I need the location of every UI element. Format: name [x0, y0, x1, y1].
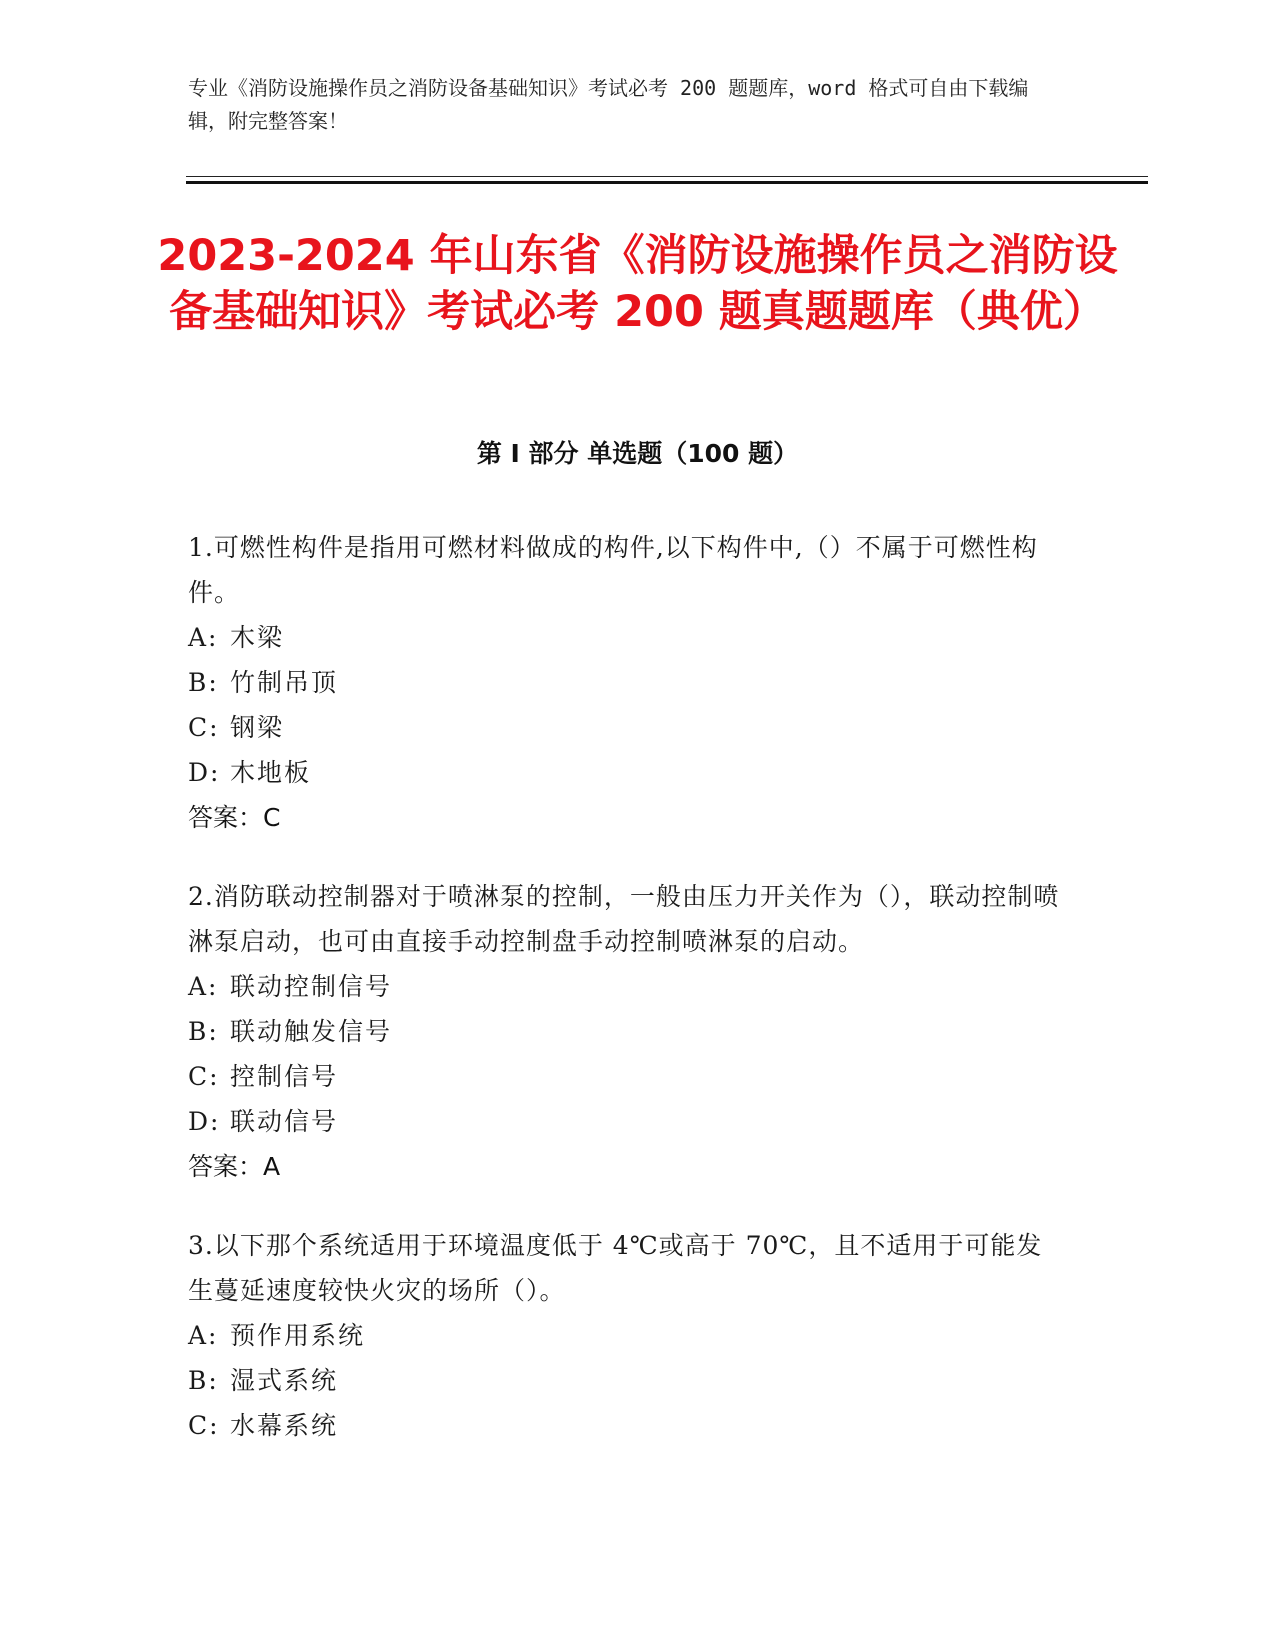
- option-key: A:: [188, 1321, 219, 1350]
- option-key: A:: [188, 623, 219, 652]
- option-text: 湿式系统: [230, 1366, 339, 1395]
- option-text: 联动信号: [230, 1107, 339, 1136]
- question-1: [188, 525, 1068, 840]
- option-b: [188, 1009, 1068, 1054]
- option-key: C:: [188, 713, 220, 742]
- question-2: [188, 874, 1068, 1189]
- option-key: B:: [188, 1017, 219, 1046]
- option-b: [188, 1358, 1068, 1403]
- option-text: 联动控制信号: [230, 972, 393, 1001]
- document-title: 2023-2024 年山东省《消防设施操作员之消防设备基础知识》考试必考 200 题真题题库（典优）: [157, 231, 1118, 337]
- option-key: A:: [188, 972, 219, 1001]
- section-heading: 第 I 部分 单选题（100 题）: [476, 439, 799, 468]
- option-a: [188, 964, 1068, 1009]
- header-rule-thick: [186, 181, 1148, 184]
- option-d: [188, 1099, 1068, 1144]
- option-key: D:: [188, 758, 221, 787]
- option-a: [188, 615, 1068, 660]
- answer-line: 答案：A: [188, 1152, 281, 1181]
- option-text: 木梁: [230, 623, 285, 652]
- option-text: 竹制吊顶: [230, 668, 339, 697]
- option-text: 联动触发信号: [230, 1017, 393, 1046]
- option-d: [188, 750, 1068, 795]
- option-key: B:: [188, 668, 219, 697]
- option-a: [188, 1313, 1068, 1358]
- option-b: [188, 660, 1068, 705]
- question-list: [188, 525, 1068, 1482]
- option-text: 预作用系统: [230, 1321, 366, 1350]
- option-text: 木地板: [230, 758, 312, 787]
- option-key: B:: [188, 1366, 219, 1395]
- option-text: 钢梁: [230, 713, 285, 742]
- option-key: C:: [188, 1411, 220, 1440]
- answer-line: 答案：C: [188, 803, 281, 832]
- header-note: 专业《消防设施操作员之消防设备基础知识》考试必考 200 题题库，word 格式可自由下载编辑，附完整答案！: [188, 76, 1029, 133]
- option-c: [188, 1403, 1068, 1448]
- option-text: 控制信号: [230, 1062, 339, 1091]
- option-key: D:: [188, 1107, 221, 1136]
- option-text: 水幕系统: [230, 1411, 339, 1440]
- question-stem: 2.消防联动控制器对于喷淋泵的控制，一般由压力开关作为（），联动控制喷淋泵启动，也可由直接手动控制盘手动控制喷淋泵的启动。: [188, 882, 1060, 956]
- question-3: [188, 1223, 1068, 1448]
- option-key: C:: [188, 1062, 220, 1091]
- option-c: [188, 1054, 1068, 1099]
- question-stem: 3.以下那个系统适用于环境温度低于 4℃或高于 70℃，且不适用于可能发生蔓延速度较快火灾的场所（）。: [188, 1231, 1043, 1305]
- question-stem: 1.可燃性构件是指用可燃材料做成的构件,以下构件中,（）不属于可燃性构件。: [188, 533, 1038, 607]
- option-c: [188, 705, 1068, 750]
- header-rule-thin: [186, 176, 1148, 177]
